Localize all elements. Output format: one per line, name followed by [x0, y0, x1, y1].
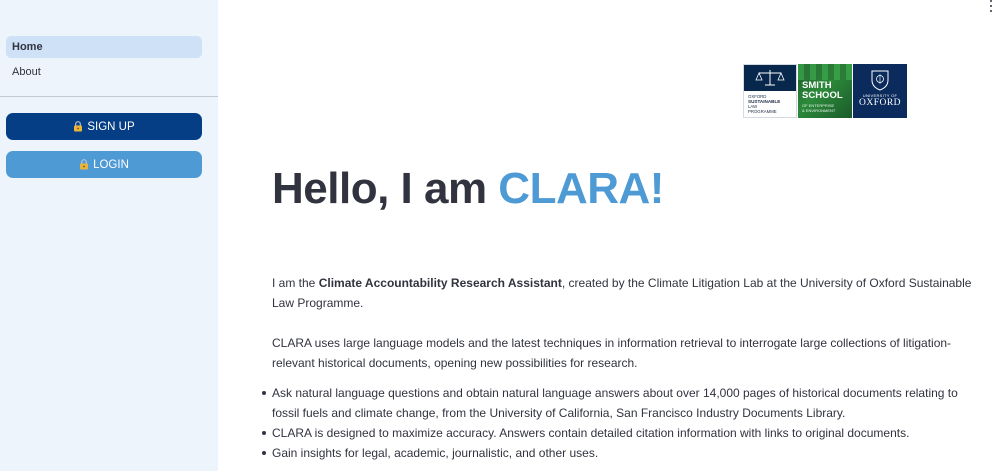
nav-item-home[interactable]: Home	[6, 36, 202, 58]
list-item: Ask natural language questions and obtain natural language answers about over 14,000 pages of historical documents relating to fossil fuels and climate change, from the University of California, San Francisco Industry Documents Library.	[272, 383, 972, 423]
page-title	[272, 164, 664, 214]
more-vertical-icon[interactable]	[988, 0, 994, 12]
list-item: Gain insights for legal, academic, journalistic, and other uses.	[272, 443, 972, 463]
lock-with-key-icon	[73, 121, 83, 132]
smith-logo-sub: OF ENTERPRISE & ENVIRONMENT	[802, 103, 836, 113]
partner-logos	[743, 64, 907, 118]
main-content	[218, 0, 1000, 471]
sidebar	[0, 0, 218, 471]
sidebar-nav	[6, 36, 202, 86]
clara-full-name: Climate Accountability Research Assistant	[318, 276, 562, 290]
smith-logo-name: SMITH SCHOOL	[802, 80, 843, 101]
nav-item-about[interactable]: About	[12, 66, 41, 78]
description-paragraph: CLARA uses large language models and the latest techniques in information retrieval to interrogate large collections of litigation-relevant historical documents, opening new possibilities for research.	[272, 336, 952, 370]
oxford-sustainable-law-logo	[743, 64, 797, 118]
osl-logo-text: OXFORD SUSTAINABLE LAW PROGRAMME	[748, 94, 781, 114]
login-button[interactable]	[6, 151, 202, 178]
university-of-oxford-logo: UNIVERSITY OF OXFORD	[853, 64, 907, 118]
oxford-crest-icon	[870, 69, 890, 91]
login-label: LOGIN	[93, 158, 129, 171]
sign-up-button[interactable]	[6, 113, 202, 140]
sidebar-divider	[0, 96, 218, 97]
title-accent: CLARA!	[498, 164, 664, 213]
list-item: CLARA is designed to maximize accuracy. Answers contain detailed citation information with links to original documents.	[272, 423, 972, 443]
smith-school-logo	[798, 64, 852, 118]
title-prefix: Hello, I am	[272, 164, 499, 213]
feature-list	[272, 383, 972, 463]
scales-icon	[753, 68, 787, 88]
sign-up-label: SIGN UP	[87, 120, 135, 133]
intro-paragraph: I am the Climate Accountability Research Assistant, created by the Climate Litigation Lab at the University of Oxford Sustainable Law Programme.	[272, 276, 972, 310]
lock-with-key-icon	[79, 159, 89, 170]
